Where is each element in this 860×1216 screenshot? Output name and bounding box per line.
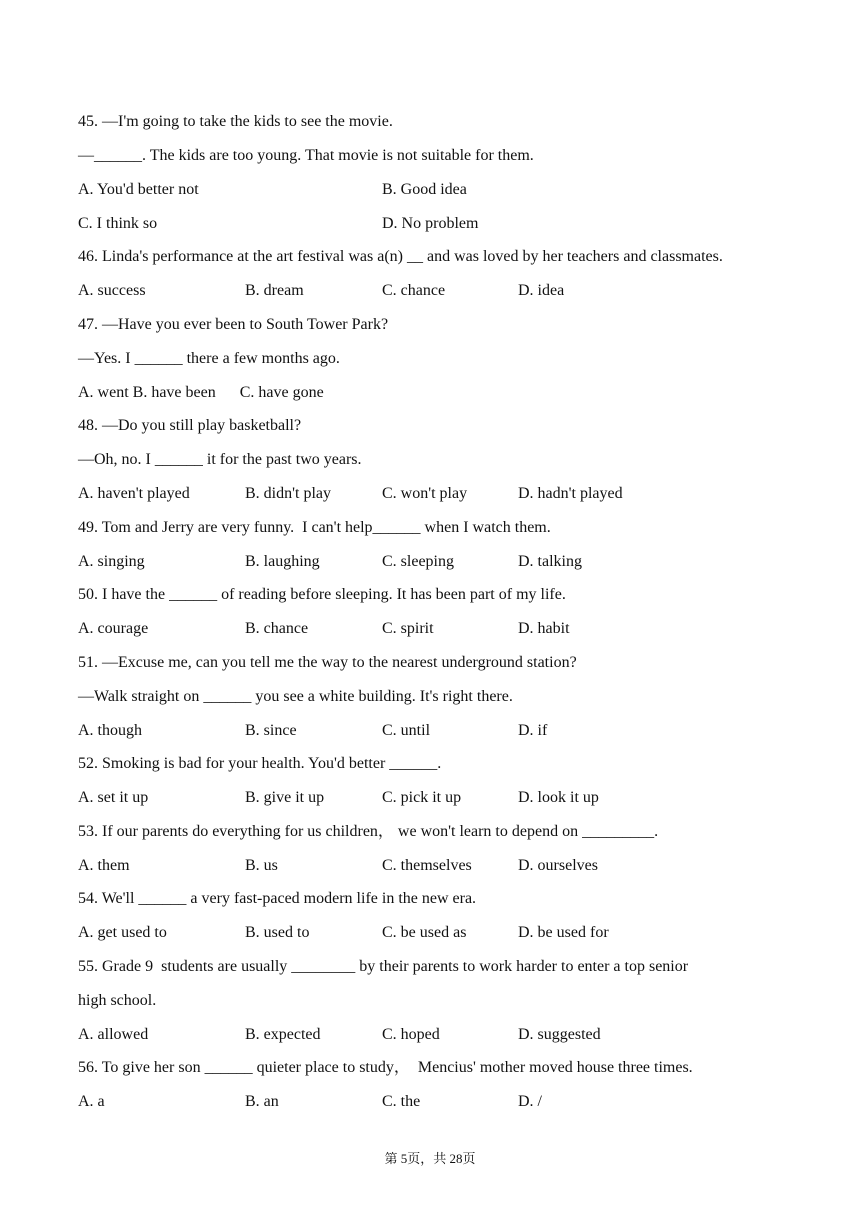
option-b: B. dream	[245, 282, 304, 299]
option-d: D. suggested	[518, 1026, 601, 1043]
option-d: D. /	[518, 1093, 542, 1110]
option-a: A. You'd better not	[78, 181, 199, 198]
option-b: B. didn't play	[245, 485, 331, 502]
option-a: A. allowed	[78, 1026, 149, 1043]
option-a: A. singing	[78, 553, 145, 570]
question-50-stem: 50. I have the ______ of reading before sleeping. It has been part of my life.	[78, 586, 566, 603]
option-d: D. habit	[518, 620, 570, 637]
question-56-stem: 56. To give her son ______ quieter place to study， Mencius' mother moved house three times.	[78, 1059, 693, 1076]
option-b: B. give it up	[245, 789, 325, 806]
option-c: C. themselves	[382, 857, 472, 874]
question-52-stem: 52. Smoking is bad for your health. You'd better ______.	[78, 755, 442, 772]
option-b: B. since	[245, 722, 297, 739]
question-46-stem: 46. Linda's performance at the art festival was a(n) __ and was loved by her teachers and classmates.	[78, 248, 723, 265]
option-d: D. talking	[518, 553, 582, 570]
question-53-stem: 53. If our parents do everything for us children， we won't learn to depend on _________.	[78, 823, 659, 840]
question-48-stem-2: —Oh, no. I ______ it for the past two years.	[78, 451, 362, 468]
question-45-stem-2: —______. The kids are too young. That movie is not suitable for them.	[78, 147, 534, 164]
option-d: D. if	[518, 722, 548, 739]
option-b: B. expected	[245, 1026, 321, 1043]
option-a: A. them	[78, 857, 130, 874]
option-b: B. laughing	[245, 553, 320, 570]
option-c: C. won't play	[382, 485, 468, 502]
option-d: D. idea	[518, 282, 565, 299]
question-51-stem-2: —Walk straight on ______ you see a white building. It's right there.	[78, 688, 513, 705]
option-c: C. hoped	[382, 1026, 440, 1043]
question-47-stem-1: 47. —Have you ever been to South Tower Park?	[78, 316, 389, 333]
option-c: C. I think so	[78, 215, 158, 232]
option-d: D. hadn't played	[518, 485, 623, 502]
option-c: C. pick it up	[382, 789, 462, 806]
option-a: A. get used to	[78, 924, 167, 941]
option-c: C. sleeping	[382, 553, 454, 570]
question-51-stem-1: 51. —Excuse me, can you tell me the way to the nearest underground station?	[78, 654, 577, 671]
option-a: A. though	[78, 722, 142, 739]
question-55-stem-2: high school.	[78, 992, 157, 1009]
option-a: A. set it up	[78, 789, 149, 806]
question-54-stem: 54. We'll ______ a very fast-paced modern life in the new era.	[78, 890, 477, 907]
option-c: C. be used as	[382, 924, 467, 941]
option-d: D. No problem	[382, 215, 479, 232]
option-b: B. used to	[245, 924, 310, 941]
option-b: B. chance	[245, 620, 309, 637]
option-a: A. haven't played	[78, 485, 190, 502]
option-a: A. success	[78, 282, 146, 299]
option-c: C. spirit	[382, 620, 434, 637]
question-45-stem-1: 45. —I'm going to take the kids to see the movie.	[78, 113, 393, 130]
page-footer: 第 5页，共 28页	[384, 1151, 476, 1166]
option-d: D. look it up	[518, 789, 599, 806]
question-47-options: A. went B. have been C. have gone	[78, 384, 324, 401]
question-49-stem: 49. Tom and Jerry are very funny. I can't help______ when I watch them.	[78, 519, 551, 536]
option-a: A. courage	[78, 620, 149, 637]
option-c: C. chance	[382, 282, 446, 299]
question-48-stem-1: 48. —Do you still play basketball?	[78, 417, 302, 434]
option-b: B. an	[245, 1093, 279, 1110]
option-b: B. Good idea	[382, 181, 467, 198]
question-55-stem-1: 55. Grade 9 students are usually ________ by their parents to work harder to enter a top senior	[78, 958, 689, 975]
option-a: A. a	[78, 1093, 105, 1110]
option-b: B. us	[245, 857, 278, 874]
option-d: D. ourselves	[518, 857, 598, 874]
question-47-stem-2: —Yes. I ______ there a few months ago.	[78, 350, 340, 367]
option-d: D. be used for	[518, 924, 609, 941]
option-c: C. the	[382, 1093, 421, 1110]
option-c: C. until	[382, 722, 431, 739]
